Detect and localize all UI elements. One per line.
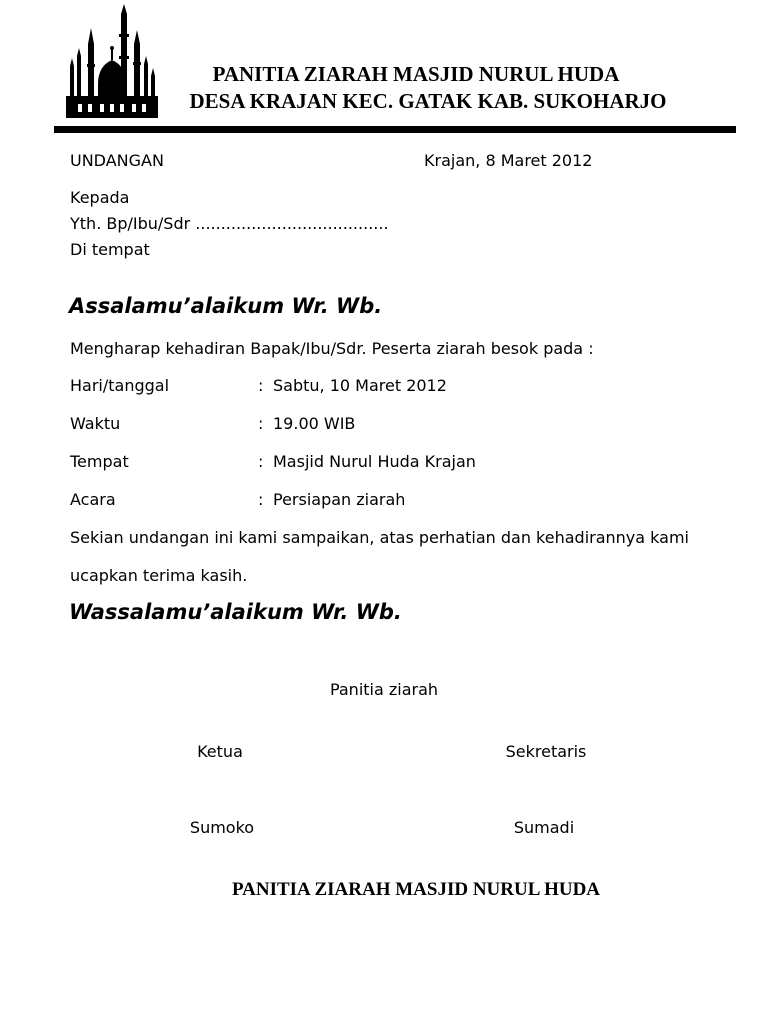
secretary-name: Sumadi bbox=[513, 818, 575, 837]
recipient-location: Di tempat bbox=[70, 240, 150, 259]
detail-value-place: Masjid Nurul Huda Krajan bbox=[273, 452, 476, 471]
closing-paragraph-line2: ucapkan terima kasih. bbox=[70, 566, 248, 585]
detail-value-event: Persiapan ziarah bbox=[273, 490, 406, 509]
letterhead-address: DESA KRAJAN KEC. GATAK KAB. SUKOHARJO bbox=[189, 89, 667, 113]
detail-value-time: 19.00 WIB bbox=[273, 414, 356, 433]
committee-label: Panitia ziarah bbox=[329, 680, 439, 699]
letter-subject: UNDANGAN bbox=[70, 151, 164, 170]
detail-colon: : bbox=[258, 452, 264, 471]
intro-text: Mengharap kehadiran Bapak/Ibu/Sdr. Peserta ziarah besok pada : bbox=[70, 339, 594, 358]
detail-label-date: Hari/tanggal bbox=[70, 376, 170, 395]
detail-colon: : bbox=[258, 376, 264, 395]
detail-colon: : bbox=[258, 414, 264, 433]
chairman-name: Sumoko bbox=[189, 818, 255, 837]
detail-colon: : bbox=[258, 490, 264, 509]
detail-label-place: Tempat bbox=[70, 452, 129, 471]
secretary-role: Sekretaris bbox=[505, 742, 587, 761]
opening-greeting: Assalamu’alaikum Wr. Wb. bbox=[69, 294, 383, 318]
letterhead-title: PANITIA ZIARAH MASJID NURUL HUDA bbox=[212, 62, 620, 86]
footer-committee-name: PANITIA ZIARAH MASJID NURUL HUDA bbox=[231, 879, 601, 900]
recipient-name-line: Yth. Bp/Ibu/Sdr ...................................... bbox=[70, 214, 389, 233]
letterhead-divider bbox=[54, 126, 736, 133]
detail-label-time: Waktu bbox=[70, 414, 121, 433]
detail-value-date: Sabtu, 10 Maret 2012 bbox=[273, 376, 447, 395]
place-date: Krajan, 8 Maret 2012 bbox=[424, 151, 593, 170]
chairman-role: Ketua bbox=[197, 742, 243, 761]
mosque-logo-icon bbox=[64, 4, 160, 118]
closing-greeting: Wassalamu’alaikum Wr. Wb. bbox=[69, 600, 402, 624]
closing-paragraph-line1: Sekian undangan ini kami sampaikan, atas perhatian dan kehadirannya kami bbox=[70, 528, 689, 547]
recipient-to: Kepada bbox=[70, 188, 130, 207]
detail-label-event: Acara bbox=[70, 490, 116, 509]
